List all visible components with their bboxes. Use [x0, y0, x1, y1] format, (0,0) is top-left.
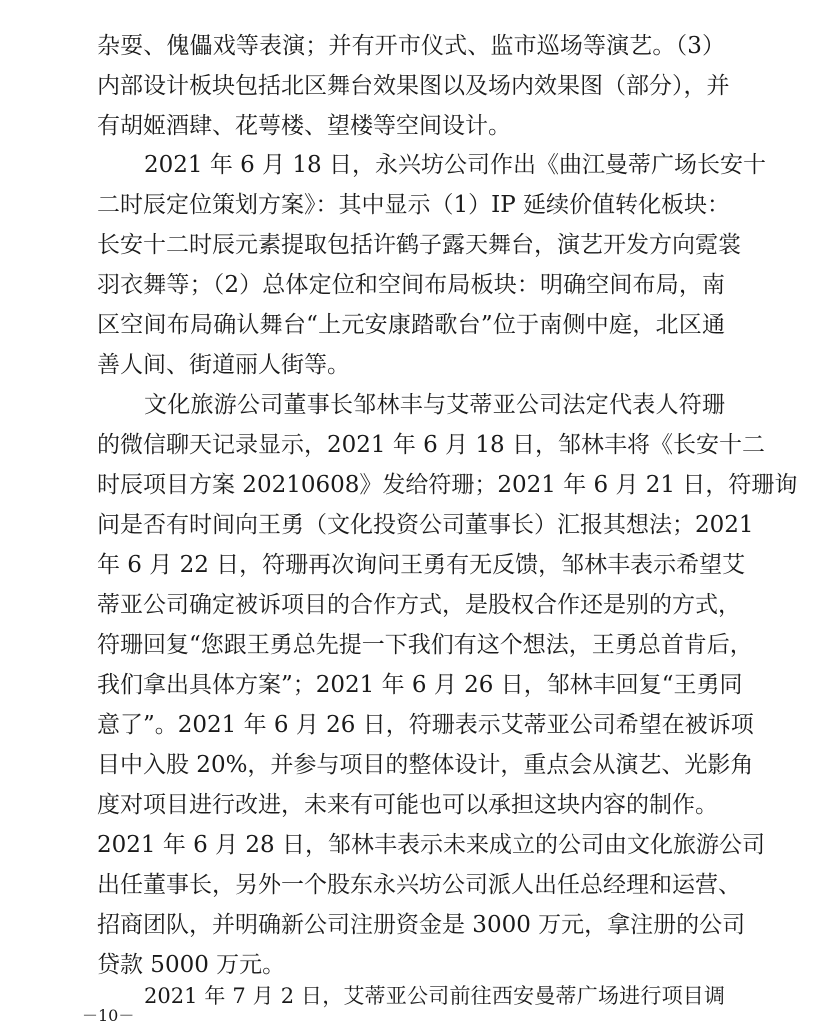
page-number: －10－	[82, 1006, 135, 1025]
text-line: 蒂亚公司确定被诉项目的合作方式，是股权合作还是别的方式，	[97, 592, 741, 618]
text-line: 2021 年 6 月 18 日，永兴坊公司作出《曲江曼蒂广场长安十	[144, 152, 766, 178]
text-line: 长安十二时辰元素提取包括许鹤子露天舞台，演艺开发方向霓裳	[97, 232, 741, 258]
text-line: 杂耍、傀儡戏等表演；并有开市仪式、监市巡场等演艺。（3）	[97, 33, 725, 59]
text-line: 意了”。2021 年 6 月 26 日，符珊表示艾蒂亚公司希望在被诉项	[97, 712, 754, 738]
text-line: 文化旅游公司董事长邹林丰与艾蒂亚公司法定代表人符珊	[144, 392, 725, 418]
text-line: 羽衣舞等；（2）总体定位和空间布局板块：明确空间布局，南	[97, 272, 725, 298]
text-line: 二时辰定位策划方案》：其中显示（1）IP 延续价值转化板块：	[97, 192, 731, 218]
text-line: 年 6 月 22 日，符珊再次询问王勇有无反馈，邹林丰表示希望艾	[97, 552, 746, 578]
text-line: 内部设计板块包括北区舞台效果图以及场内效果图（部分），并	[97, 73, 730, 99]
text-line: 度对项目进行改进，未来有可能也可以承担这块内容的制作。	[97, 792, 718, 818]
text-line: 区空间布局确认舞台“上元安康踏歌台”位于南侧中庭，北区通	[97, 312, 725, 338]
text-line: 2021 年 7 月 2 日，艾蒂亚公司前往西安曼蒂广场进行项目调	[144, 984, 725, 1008]
text-line: 2021 年 6 月 28 日，邹林丰表示未来成立的公司由文化旅游公司	[97, 832, 765, 858]
text-line: 问是否有时间向王勇（文化投资公司董事长）汇报其想法；2021	[97, 512, 754, 538]
text-line: 招商团队，并明确新公司注册资金是 3000 万元，拿注册的公司	[97, 912, 746, 938]
text-line: 符珊回复“您跟王勇总先提一下我们有这个想法，王勇总首肯后，	[97, 632, 753, 658]
text-line: 有胡姬酒肆、花萼楼、望楼等空间设计。	[97, 113, 511, 139]
text-line: 我们拿出具体方案”；2021 年 6 月 26 日，邹林丰回复“王勇同	[97, 672, 743, 698]
text-line: 的微信聊天记录显示，2021 年 6 月 18 日，邹林丰将《长安十二	[97, 432, 765, 458]
text-line: 善人间、街道丽人街等。	[97, 352, 350, 378]
text-line: 出任董事长，另外一个股东永兴坊公司派人出任总经理和运营、	[97, 872, 741, 898]
text-line: 目中入股 20%，并参与项目的整体设计，重点会从演艺、光影角	[97, 752, 754, 778]
text-line: 时辰项目方案 20210608》发给符珊；2021 年 6 月 21 日，符珊询	[97, 472, 798, 498]
text-line: 贷款 5000 万元。	[97, 952, 286, 978]
